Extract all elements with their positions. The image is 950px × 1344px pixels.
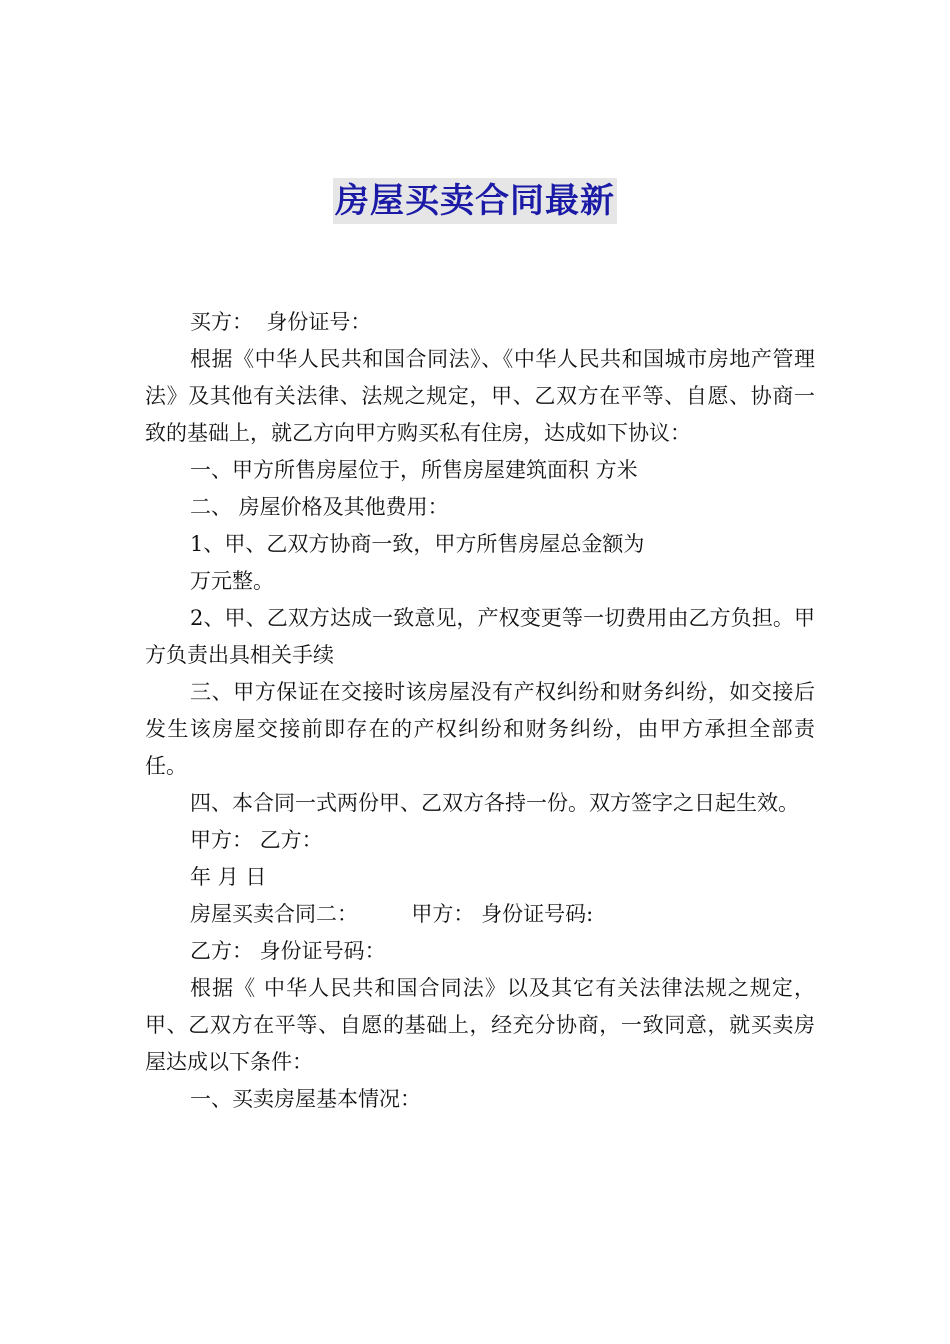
paragraph-clause-4-copies: 四、本合同一式两份甲、乙双方各持一份。双方签字之日起生效。 <box>190 791 799 815</box>
title-block <box>0 178 950 224</box>
paragraph-legal-basis: 根据《中华人民共和国合同法》、《中华人民共和国城市房地产管理法》及其他有关法律、法规之规定，甲、乙双方在平等、自愿、协商一致的基础上，就乙方向甲方购买私有住房，达成如下协议： <box>145 347 815 445</box>
paragraph-date: 年 月 日 <box>190 865 267 889</box>
paragraph-contract-two-party-a: 房屋买卖合同二： 甲方： 身份证号码: <box>190 902 594 926</box>
paragraph-clause-2-price: 二、 房屋价格及其他费用： <box>190 495 449 519</box>
paragraph-clause-2-2-fees: 2、甲、乙双方达成一致意见，产权变更等一切费用由乙方负担。甲方负责出具相关手续 <box>145 606 815 667</box>
document-title: 房屋买卖合同最新 <box>333 178 617 224</box>
paragraph-clause-3-disputes: 三、甲方保证在交接时该房屋没有产权纠纷和财务纠纷，如交接后发生该房屋交接前即存在的产权纠纷和财务纠纷，由甲方承担全部责任。 <box>145 680 815 778</box>
paragraph-clause-1-location: 一、甲方所售房屋位于，所售房屋建筑面积 方米 <box>190 458 638 482</box>
paragraph-amount-unit: 万元整。 <box>190 569 274 593</box>
paragraph-contract-two-clause-1: 一、买卖房屋基本情况： <box>190 1087 421 1111</box>
paragraph-signatures: 甲方： 乙方： <box>190 828 323 852</box>
document-body <box>145 304 815 1118</box>
paragraph-contract-two-basis: 根据《 中华人民共和国合同法》以及其它有关法律法规之规定，甲、乙双方在平等、自愿的基础上，经充分协商，一致同意，就买卖房屋达成以下条件： <box>145 976 815 1074</box>
paragraph-contract-two-party-b: 乙方： 身份证号码： <box>190 939 386 963</box>
paragraph-clause-2-1-total: 1、甲、乙双方协商一致，甲方所售房屋总金额为 <box>190 532 645 556</box>
paragraph-buyer-id: 买方： 身份证号： <box>190 310 372 334</box>
